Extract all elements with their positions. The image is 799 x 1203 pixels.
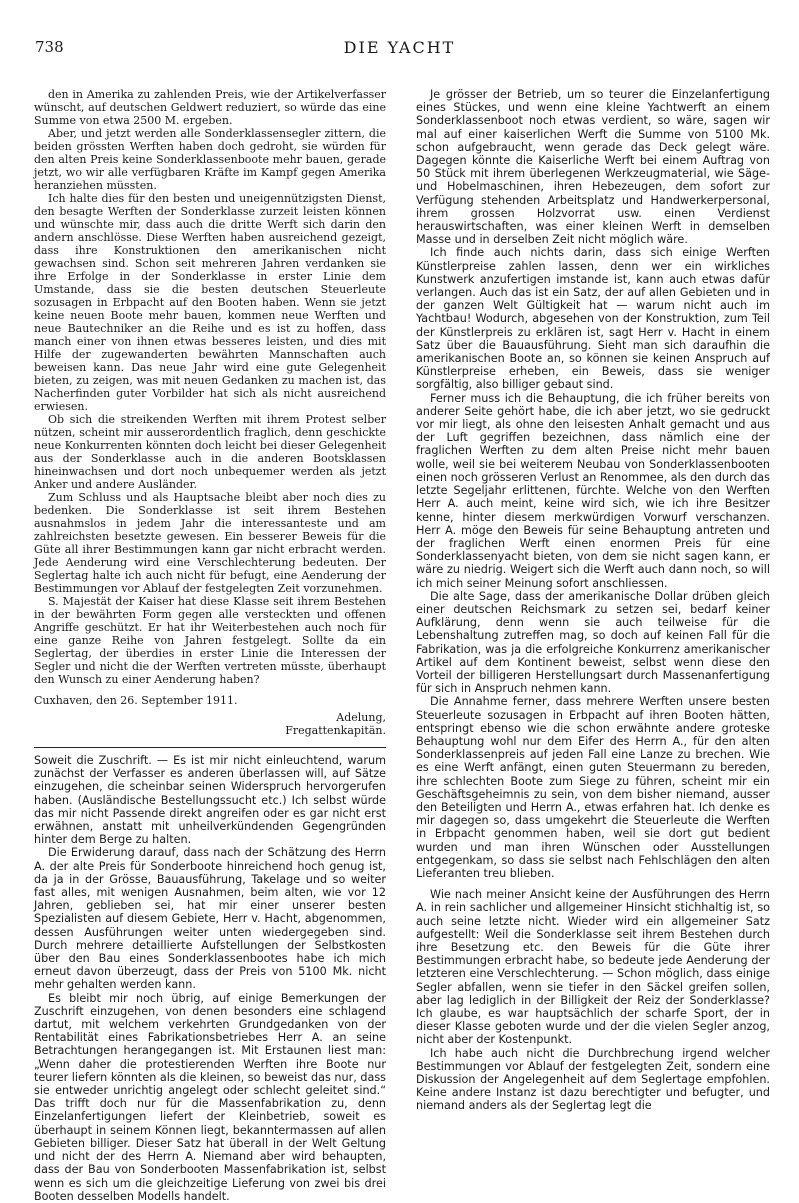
signature-place-date: Cuxhaven, den 26. September 1911. [34, 694, 238, 707]
editor-paragraph: Soweit die Zuschrift. — Es ist mir nicht einleuchtend, warum zunächst der Verfasser es anderen überlassen will, auf Sätze einzugehen, die scheinbar seinen Widerspruch hervorgerufen haben. (Ausländische Bestellungssucht etc.) Ich selbst würde das mir nicht Passende direkt angreifen oder es gar nicht erst erwähnen, anstatt mit unheilverkündenden Gegengründen hinter dem Berge zu halten. [34, 754, 386, 847]
page-number: 738 [35, 38, 64, 56]
letter-paragraph: den in Amerika zu zahlenden Preis, wie der Artikelverfasser wünscht, auf deutschen Geldwert reduziert, so würde das eine Summe von etwa 2500 M. ergeben. [34, 88, 386, 127]
body-paragraph: Ferner muss ich die Behauptung, die ich früher bereits von anderer Seite gehört habe, die ich aber jetzt, wo sie gedruckt vor mir liegt, als ohne den leisesten Anhalt gemacht und aus der Luft gegriffen bezeichnen, dass nämlich eine der fraglichen Werften zu dem alten Preise nicht mehr bauen wolle, weil sie bei weiterem Neubau von Sonderklassenbooten einen noch grösseren Verlust an Renommee, als den durch das letzte Segeljahr erlittenen, fürchte. Welche von den Werften Herr A. auch meint, keine wird sich, wie ich ihre Besitzer kenne, hinter diesem merkwürdigen Vorwurf verschanzen. Herr A. möge den Beweis für seine Behauptung antreten und der fraglichen Werft einen enormen Preis für eine Sonderklassenyacht bieten, von dem sie nicht sagen kann, er wäre zu niedrig. Weigert sich die Werft auch dann noch, so will ich mich seiner Meinung sofort anschliessen. [416, 391, 770, 590]
body-paragraph: Je grösser der Betrieb, um so teurer die Einzelanfertigung eines Stückes, und wenn eine kleine Yachtwerft an einem Sonderklassenboot noch etwas verdient, so wäre, sagen wir mal auf einer kaiserlichen Werft die Summe von 5100 Mk. schon aufgebraucht, wenn gerade das Deck gelegt wäre. Dagegen könnte die Kaiserliche Werft bei einem Auftrag von 50 Stück mit ihrem überlegenen Werkzeugmaterial, wie Säge- und Hobelmaschinen, ihren Hebezeugen, dem sofort zur Verfügung stehenden Arbeitsplatz und Handwerkerpersonal, ihrem grossen Holzvorrat usw. einen Verdienst herauswirtschaften, was einer kleinen Werft in demselben Masse und in derselben Zeit nicht möglich wäre. [416, 88, 770, 247]
editor-paragraph: Die Erwiderung darauf, dass nach der Schätzung des Herrn A. der alte Preis für Sonderboote hinreichend hoch genug ist, da ja in der Grösse, Bauausführung, Takelage und so weiter fast alles, mit wenigen Ausnahmen, beim alten, wie vor 12 Jahren, geblieben sei, hat mir einer unserer besten Spezialisten auf diesem Gebiete, Herr v. Hacht, abgenommen, dessen Ausführungen weiter unten wiedergegeben sind. Durch mehrere detaillierte Aufstellungen der Selbstkosten über den Bau eines Sonderklassenbootes habe ich mich erneut davon überzeugt, dass der Preis von 5100 Mk. nicht mehr gehalten werden kann. [34, 846, 386, 992]
letter-paragraph: Ob sich die streikenden Werften mit ihrem Protest selber nützen, scheint mir ausserordentlich fraglich, denn geschickte neue Konkurrenten könnten doch leicht bei dieser Gelegenheit aus der Sonderklasse auch in die anderen Bootsklassen hineinwachsen und dort noch unbequemer werden als jetzt Anker und andere Ausländer. [34, 413, 386, 491]
left-column [34, 88, 386, 1203]
section-divider [34, 747, 386, 748]
letter-paragraph: Ich halte dies für den besten und uneigennützigsten Dienst, den besagte Werften der Sonderklasse zurzeit leisten können und wünschte mir, dass auch die dritte Werft sich darin den andern anschlösse. Diese Werften haben ausreichend gezeigt, dass ihre Konstruktionen den amerikanischen nicht gewachsen sind. Schon seit mehreren Jahren verdanken sie ihre Erfolge in der Sonderklasse in erster Linie dem Umstande, dass sie die besten deutschen Steuerleute sozusagen in Erbpacht auf den Booten haben. Wenn sie jetzt keine neuen Boote mehr bauen, kommen neue Werften und neue Bautechniker an die Reihe und es ist zu hoffen, dass manch einer von ihnen etwas besseres leisten, und dies mit Hilfe der zugewanderten bewährten Mannschaften auch beweisen kann. Das neue Jahr wird eine gute Gelegenheit bieten, zu zeigen, was mit neuen Gedanken zu machen ist, das Nacherfinden guter Vorbilder hat sich als nicht ausreichend erwiesen. [34, 192, 386, 413]
letter-paragraph: S. Majestät der Kaiser hat diese Klasse seit ihrem Bestehen in der bewährten Form gegen alle versteckten und offenen Angriffe geschützt. Er hat ihr Weiterbestehen auch noch für eine ganze Reihe von Jahren festgelegt. Sollte da ein Seglertag, der überdies in erster Linie die Interessen der Segler und nicht die der Werften vertreten müsste, überhaupt den Wunsch zu einer Aenderung haben? [34, 595, 386, 686]
journal-title: DIE YACHT [343, 38, 456, 57]
signature-title: Fregattenkapitän. [285, 724, 386, 737]
paragraph-gap [416, 880, 770, 888]
body-paragraph: Ich finde auch nichts darin, dass sich einige Werften Künstlerpreise zahlen lassen, denn wer ein wirkliches Kunstwerk anzufertigen imstande ist, kann auch etwas dafür verlangen. Auch das ist ein Satz, der auf allen Gebieten und in der ganzen Welt Gültigkeit hat — warum nicht auch im Yachtbau! Wodurch, abgesehen von der Konstruktion, zum Teil der Künstlerpreis zu erklären ist, sagt Herr v. Hacht in einem Satz über die Bauausführung. Sieht man sich daraufhin die amerikanischen Boote an, so können sie keinen Anspruch auf Künstlerpreise erheben, ein Beweis, dass sie weniger sorgfältig, also billiger gebaut sind. [416, 246, 770, 392]
right-column [416, 88, 770, 1113]
body-paragraph: Die alte Sage, dass der amerikanische Dollar drüben gleich einer deutschen Reichsmark zu setzen sei, bedarf keiner Aufklärung, denn wenn sie auch teilweise für die Lebenshaltung zutreffen mag, so doch auf keinen Fall für die Fabrikation, was ja die erfolgreiche Konkurrenz amerikanischer Artikel auf dem Kontinent beweist, selbst wenn diese den Vorteil der billigeren Herstellungsart durch Massenanfertigung für sich in Anspruch nehmen kann. [416, 589, 770, 696]
editor-paragraph: Es bleibt mir noch übrig, auf einige Bemerkungen der Zuschrift einzugehen, von denen besonders eine schlagend dartut, mit welchem verkehrten Grundgedanken von der Rentabilität eines Fabrikationsbetriebes Herr A. an seine Betrachtungen herangegangen ist. Mit Erstaunen liest man: „Wenn daher die protestierenden Werften ihre Boote nur teurer liefern könnten als die kleinen, so beweist das nur, dass sie entweder unrichtig angelegt oder schlecht geleitet sind.“ Das trifft doch nur für die Massenfabrikation zu, denn Einzelanfertigungen liefert der Kleinbetrieb, soweit es überhaupt in seinem Können liegt, bekanntermassen auf allen Gebieten billiger. Dieser Satz hat überall in der Welt Geltung und nicht der des Herrn A. Niemand aber wird behaupten, dass der Bau von Sonderbooten Massenfabrikation ist, selbst wenn es sich um die gleichzeitige Lieferung von zwei bis drei Booten desselben Modells handelt. [34, 991, 386, 1203]
body-paragraph: Ich habe auch nicht die Durchbrechung irgend welcher Bestimmungen vor Ablauf der festgelegten Zeit, sondern eine Diskussion der Angelegenheit auf dem Seglertage empfohlen. Keine andere Instanz ist dazu berechtigter und befugter, und niemand anders als der Seglertag legt die [416, 1046, 770, 1113]
signature-name: Adelung, [336, 711, 386, 724]
letter-paragraph: Aber, und jetzt werden alle Sonderklassensegler zittern, die beiden grössten Werften haben doch gedroht, sie würden für den alten Preis keine Sonderklassenboote mehr bauen, gerade jetzt, wo wir alle verfügbaren Kräfte im Kampf gegen Amerika heranziehen müssten. [34, 127, 386, 192]
body-paragraph: Die Annahme ferner, dass mehrere Werften unsere besten Steuerleute sozusagen in Erbpacht auf ihren Booten hätten, entspringt ebenso wie die schon erwähnte andere groteske Behauptung wohl nur dem Eifer des Herrn A., für den alten Sonderklassenpreis auf jeden Fall eine Lanze zu brechen. Wie es eine Werft anfängt, einen guten Steuermann zu bereden, ihre schlechten Boote zum Siege zu führen, scheint mir ein Geschäftsgeheimnis zu sein, von dem bisher niemand, ausser den Beteiligten und Herrn A., etwas erfahren hat. Ich denke es mir dagegen so, dass umgekehrt die Steuerleute die Werften in Erbpacht genommen haben, weil sie dort gut bedient wurden und man ihren Wünschen oder Ausstellungen entgegenkam, so dass sie selbst nach Fehlschlägen den alten Lieferanten treu blieben. [416, 695, 770, 880]
letter-paragraph: Zum Schluss und als Hauptsache bleibt aber noch dies zu bedenken. Die Sonderklasse ist seit ihrem Bestehen ausnahmslos in jedem Jahr die interessanteste und am zahlreichsten besetzte gewesen. Ein besserer Beweis für die Güte all ihrer Bestimmungen kann gar nicht erbracht werden. Jede Aenderung wird eine Verschlechterung bedeuten. Der Seglertag halte ich auch nicht für befugt, eine Aenderung der Bestimmungen vor Ablauf der festgelegten Zeit vorzunehmen. [34, 491, 386, 595]
body-paragraph: Wie nach meiner Ansicht keine der Ausführungen des Herrn A. in rein sachlicher und allgemeiner Hinsicht stichhaltig ist, so auch seine letzte nicht. Wieder wird ein allgemeiner Satz aufgestellt: Weil die Sonderklasse seit ihrem Bestehen durch ihre Besetzung etc. den Beweis für die Güte ihrer Bestimmungen erbracht habe, so bedeute jede Aenderung der letzteren eine Verschlechterung. — Schon möglich, dass einige Segler abfallen, wenn sie tiefer in den Säckel greifen sollen, aber lag lediglich in der Billigkeit der Reiz der Sonderklasse? Ich glaube, es war hauptsächlich der scharfe Sport, der in dieser Klasse geboten wurde und der die vielen Segler anzog, nicht aber der Kostenpunkt. [416, 888, 770, 1047]
editor-reply [34, 754, 386, 1203]
reader-letter [34, 88, 386, 737]
page-header [0, 38, 799, 62]
